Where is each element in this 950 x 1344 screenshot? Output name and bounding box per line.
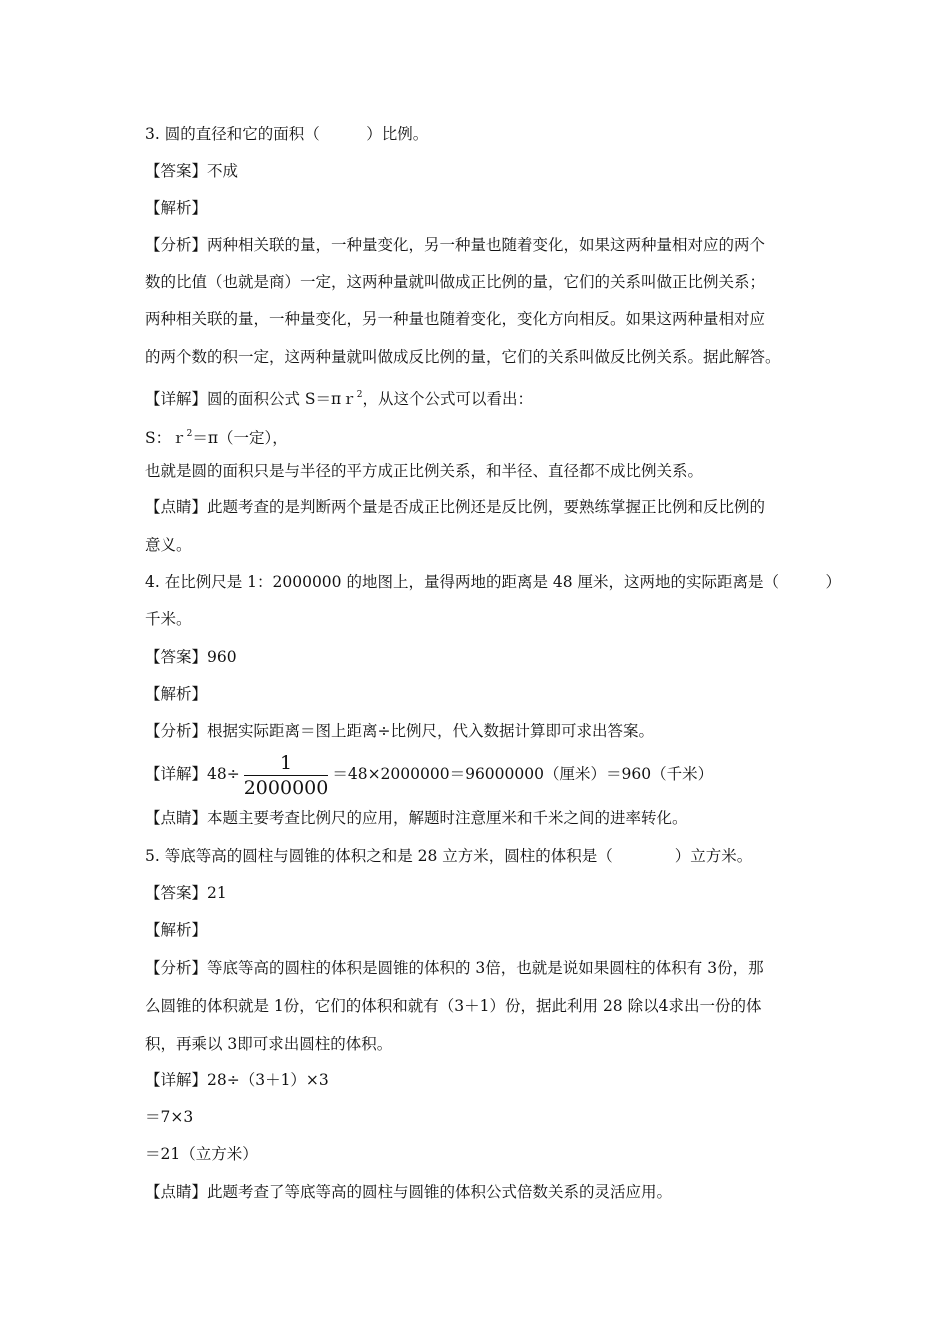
q4-question-line-2: 千米。	[145, 610, 192, 628]
q3-detail	[145, 385, 533, 409]
q4-detail-prefix: 【详解】48÷	[145, 765, 240, 783]
q3-analysis-line-1: 【分析】两种相关联的量，一种量变化，另一种量也随着变化，如果这两种量相对应的两个	[145, 236, 766, 254]
q3-formula	[145, 424, 288, 448]
q5-analysis-line-3: 积，再乘以 3即可求出圆柱的体积。	[145, 1035, 393, 1053]
q3-answer: 【答案】不成	[145, 162, 239, 180]
q3-formula-exponent: 2	[186, 429, 193, 439]
q3-detail-suffix: ，从这个公式可以看出：	[362, 390, 533, 408]
q4-detail	[145, 751, 713, 799]
q3-comment-line-2: 意义。	[145, 536, 192, 554]
q5-detail-line-2: ＝7×3	[145, 1108, 194, 1126]
q4-fraction-bar	[244, 775, 329, 776]
q5-comment: 【点睛】此题考查了等底等高的圆柱与圆锥的体积公式倍数关系的灵活应用。	[145, 1183, 673, 1201]
q5-analysis-line-2: 么圆锥的体积就是 1份，它们的体积和就有（3＋1）份，据此利用 28 除以4求出一份的体	[145, 997, 762, 1015]
q4-jiexi-heading: 【解析】	[145, 685, 208, 703]
q3-jiexi-heading: 【解析】	[145, 199, 208, 217]
q4-detail-suffix: ＝48×2000000＝96000000（厘米）＝960（千米）	[332, 765, 714, 783]
q3-analysis-line-3: 两种相关联的量，一种量变化，另一种量也随着变化，变化方向相反。如果这两种量相对应	[145, 310, 766, 328]
q4-answer: 【答案】960	[145, 648, 237, 666]
q3-conclusion: 也就是圆的面积只是与半径的平方成正比例关系，和半径、直径都不成比例关系。	[145, 462, 704, 480]
q3-formula-suffix: ＝π（一定），	[192, 429, 288, 447]
q5-question: 5. 等底等高的圆柱与圆锥的体积之和是 28 立方米，圆柱的体积是（ ）立方米。	[145, 847, 753, 865]
q5-analysis-line-1: 【分析】等底等高的圆柱的体积是圆锥的体积的 3倍，也就是说如果圆柱的体积有 3份，那	[145, 959, 764, 977]
q4-fraction-numerator: 1	[279, 751, 293, 774]
q5-answer: 【答案】21	[145, 884, 227, 902]
q3-comment-line-1: 【点睛】此题考查的是判断两个量是否成正比例还是反比例，要熟练掌握正比例和反比例的	[145, 498, 766, 516]
q4-fraction-denominator: 2000000	[243, 776, 329, 799]
q3-question: 3. 圆的直径和它的面积（ ）比例。	[145, 125, 429, 143]
q3-detail-exponent: 2	[356, 390, 363, 400]
q3-formula-prefix: S：ｒ	[145, 429, 187, 447]
q5-detail-line-1: 【详解】28÷（3＋1）×3	[145, 1071, 329, 1089]
q4-comment: 【点睛】本题主要考查比例尺的应用，解题时注意厘米和千米之间的进率转化。	[145, 809, 688, 827]
q4-question-line-1: 4. 在比例尺是 1：2000000 的地图上，量得两地的距离是 48 厘米，这两地的实际距离是（ ）	[145, 573, 842, 591]
q5-jiexi-heading: 【解析】	[145, 921, 208, 939]
q3-analysis-line-2: 数的比值（也就是商）一定，这两种量就叫做成正比例的量，它们的关系叫做正比例关系；	[145, 273, 766, 291]
q4-fraction	[244, 752, 329, 799]
q3-analysis-line-4: 的两个数的积一定，这两种量就叫做成反比例的量，它们的关系叫做反比例关系。据此解答。	[145, 348, 781, 366]
q4-analysis: 【分析】根据实际距离＝图上距离÷比例尺，代入数据计算即可求出答案。	[145, 722, 654, 740]
q5-detail-line-3: ＝21（立方米）	[145, 1145, 258, 1163]
q3-detail-prefix: 【详解】圆的面积公式 S＝πｒ	[145, 390, 357, 408]
